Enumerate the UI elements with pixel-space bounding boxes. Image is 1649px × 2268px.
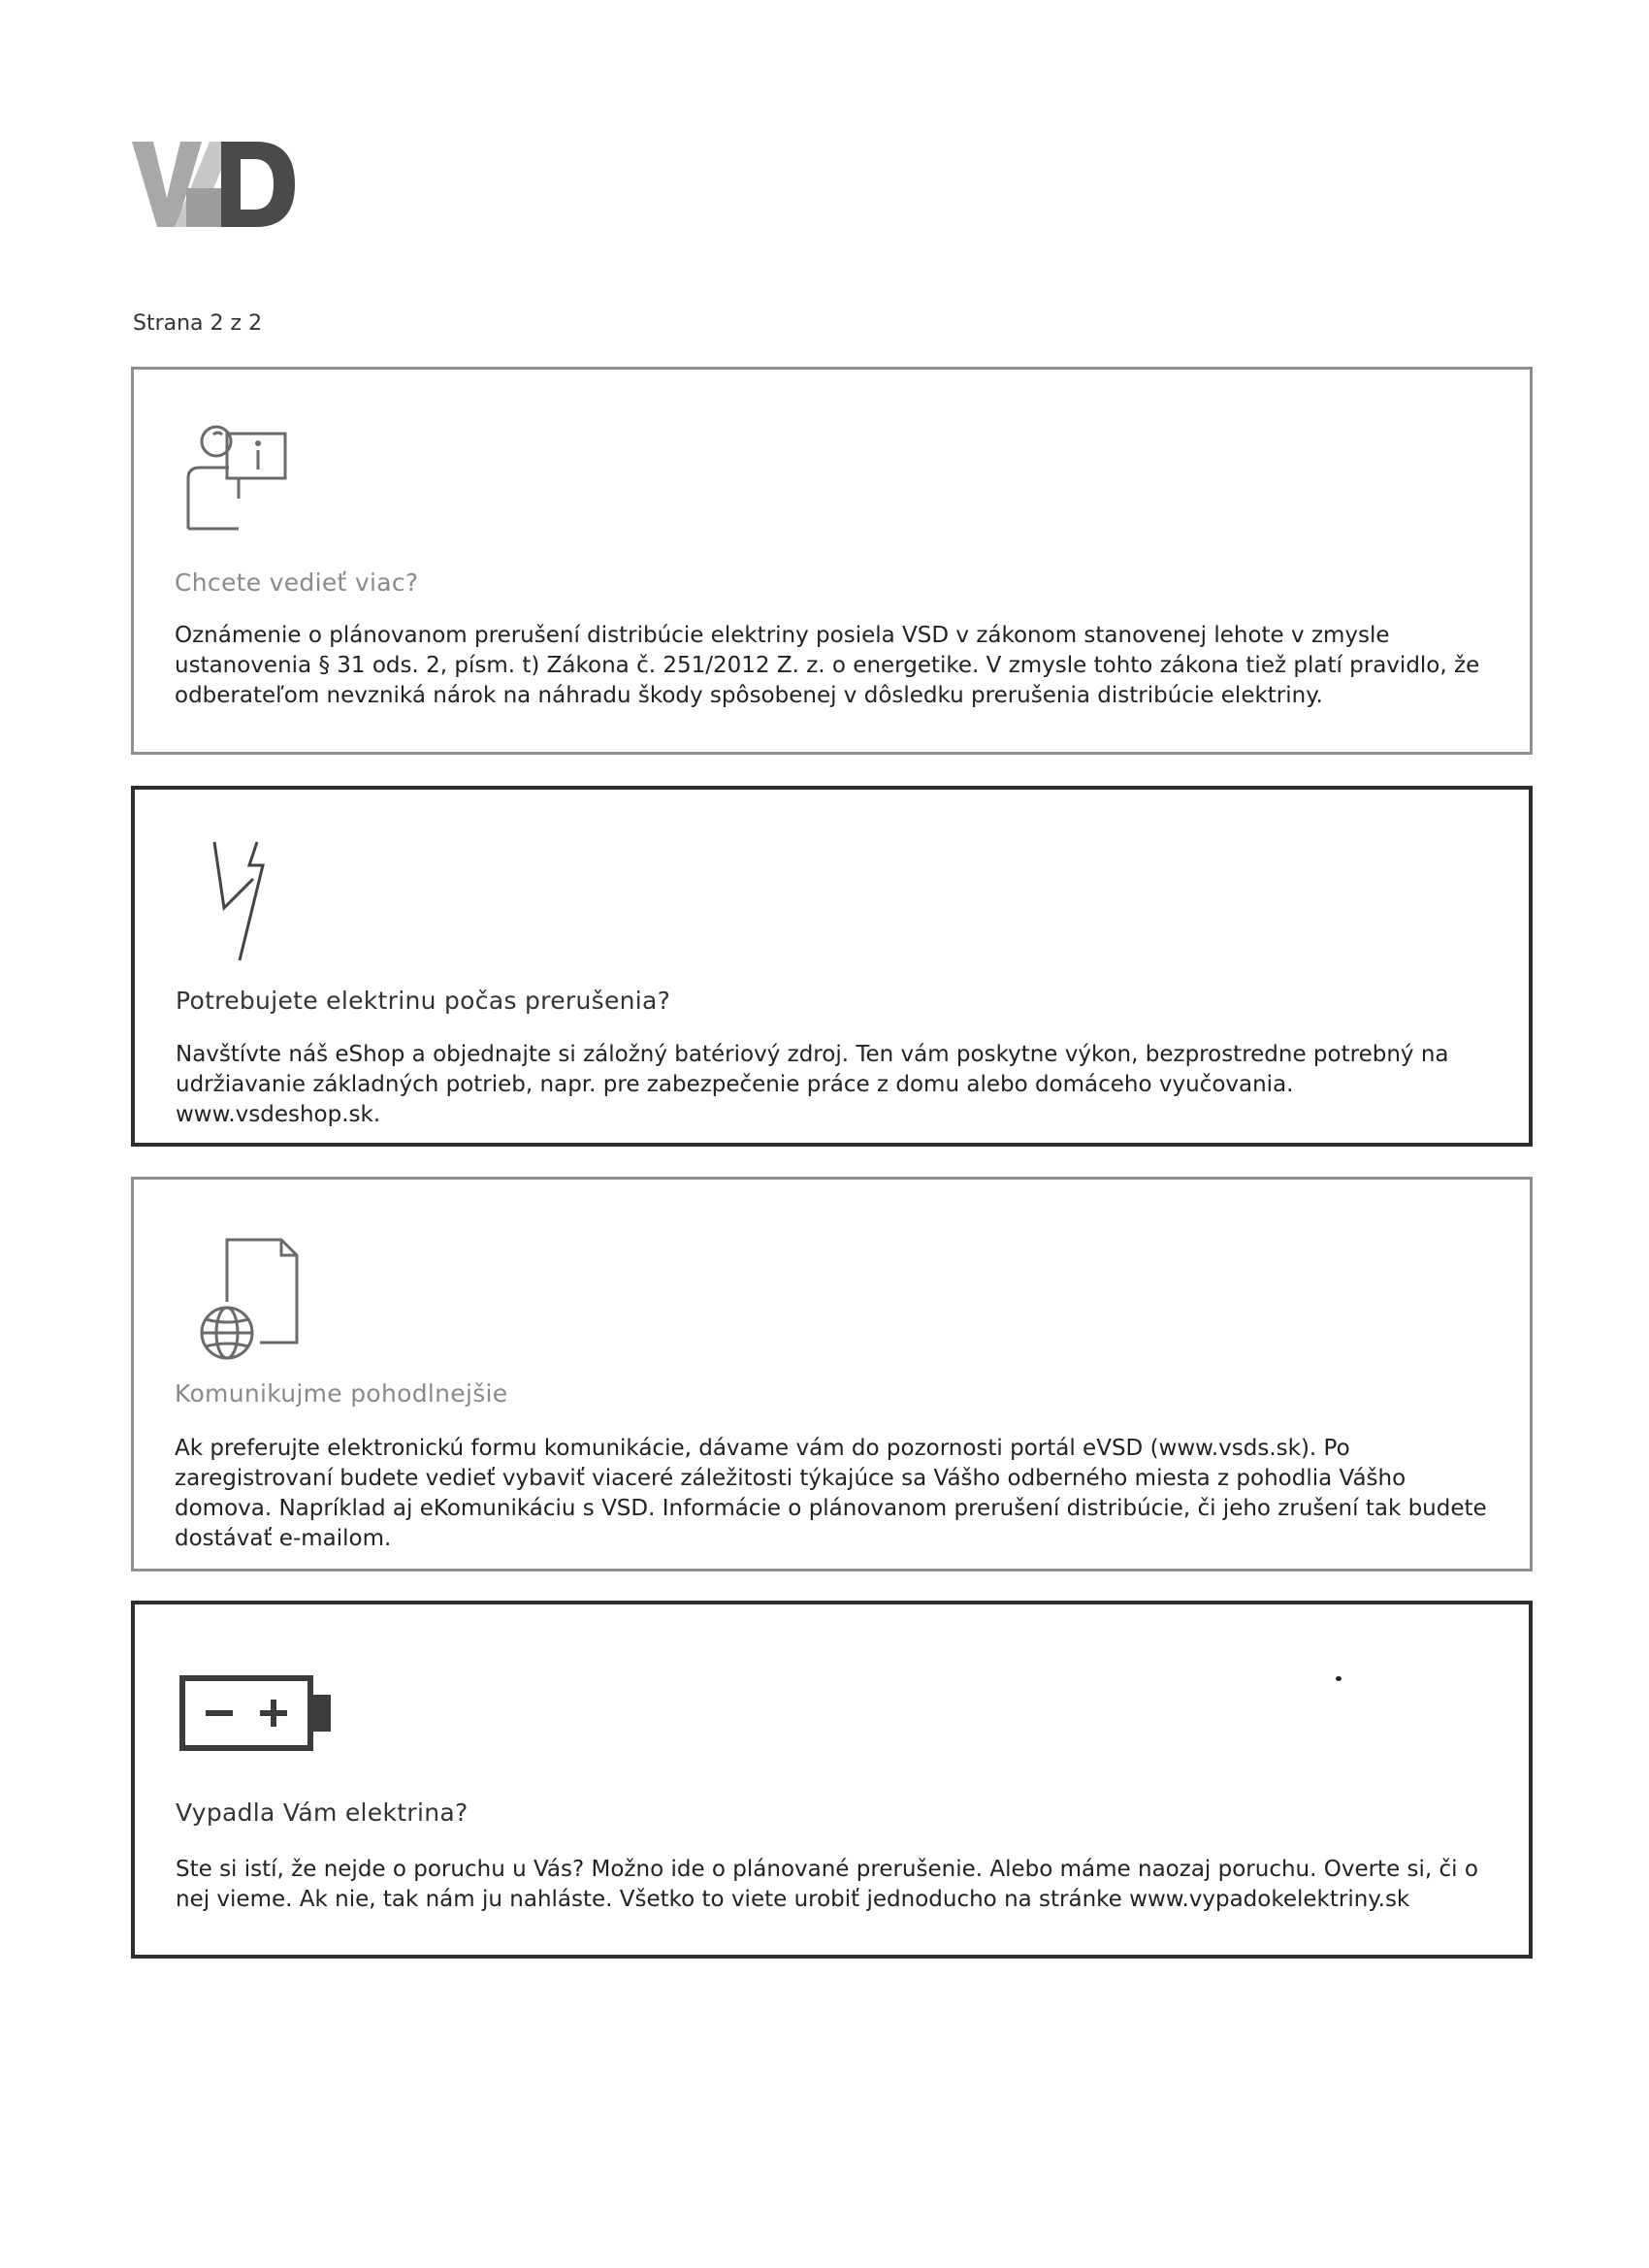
battery-icon	[178, 1674, 334, 1756]
page-number: Strana 2 z 2	[133, 311, 263, 336]
info-box-communication	[131, 1177, 1533, 1571]
person-info-icon	[184, 425, 291, 535]
section-title: Chcete vedieť viac?	[175, 568, 419, 597]
section-body: Ste si istí, že nejde o poruchu u Vás? Možno ide o plánované prerušenie. Alebo máme naozaj poruchu. Overte si, či o nej vieme. Ak nie, tak nám ju nahláste. Všetko to viete urobiť jednoducho na stránke www.vypadokelektriny.sk	[176, 1857, 1478, 1912]
scan-speck	[1336, 1676, 1342, 1681]
section-body: Oznámenie o plánovanom prerušení distribúcie elektriny posiela VSD v zákonom stanovenej lehote v zmysle ustanovenia § 31 ods. 2, písm. t) Zákona č. 251/2012 Z. z. o energetike. V zmysle tohto zákona tiež platí pravidlo, že odberateľom nevzniká nárok na náhradu škody spôsobenej v dôsledku prerušenia distribúcie elektriny.	[175, 623, 1480, 708]
info-box-backup-power	[131, 786, 1533, 1147]
section-body: Ak preferujte elektronickú formu komunikácie, dávame vám do pozornosti portál eVSD (www.vsds.sk). Po zaregistrovaní budete vedieť vybaviť viaceré záležitosti týkajúce sa Vášho odberného miesta z pohodlia Vášho domova. Napríklad aj eKomunikáciu s VSD. Informácie o plánovanom prerušení distribúcie, či jeho zrušení tak budete dostávať e-mailom.	[175, 1436, 1487, 1551]
vsd-logo	[132, 138, 297, 231]
section-body: Navštívte náš eShop a objednajte si záložný batériový zdroj. Ten vám poskytne výkon, bezprostredne potrebný na udržiavanie základných potrieb, napr. pre zabezpečenie práce z domu alebo domáceho vyučovania. www.vsdeshop.sk.	[176, 1042, 1449, 1127]
section-title: Komunikujme pohodlnejšie	[175, 1379, 508, 1408]
info-box-more-info	[131, 367, 1533, 755]
info-box-power-outage	[131, 1601, 1533, 1959]
lightning-icon	[210, 838, 269, 968]
section-title: Potrebujete elektrinu počas prerušenia?	[176, 987, 671, 1015]
document-globe-icon	[192, 1236, 308, 1366]
section-title: Vypadla Vám elektrina?	[176, 1798, 469, 1827]
